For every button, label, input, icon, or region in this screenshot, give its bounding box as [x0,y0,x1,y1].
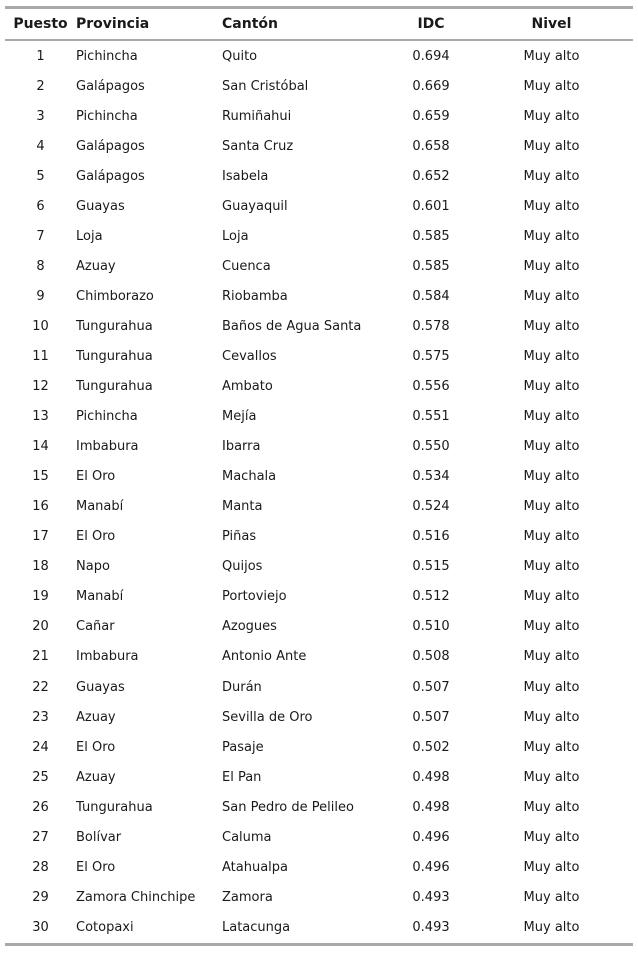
table-row [5,522,633,552]
cell-puesto: 19 [32,589,49,605]
data-table-body [5,41,633,942]
cell-provincia: Azuay [76,709,116,725]
cell-canton: Antonio Ante [222,649,307,665]
cell-puesto: 6 [36,198,45,214]
table-row [5,492,633,522]
table-row [5,402,633,432]
cell-canton: San Pedro de Pelileo [222,799,354,815]
cell-nivel: Muy alto [523,439,580,455]
cell-puesto: 2 [36,78,45,94]
cell-provincia: Napo [76,559,110,575]
cell-canton: Riobamba [222,288,288,304]
cell-idc: 0.516 [412,529,450,545]
cell-canton: El Pan [222,769,262,785]
table-row [5,191,633,221]
cell-provincia: Chimborazo [76,288,154,304]
cell-idc: 0.534 [412,469,450,485]
cell-puesto: 29 [32,889,49,905]
cell-puesto: 3 [36,108,45,124]
cell-provincia: Cotopaxi [76,919,134,935]
cell-puesto: 27 [32,829,49,845]
cell-nivel: Muy alto [523,258,580,274]
cell-idc: 0.575 [412,348,450,364]
cell-canton: Portoviejo [222,589,287,605]
cell-provincia: Guayas [76,679,125,695]
cell-nivel: Muy alto [523,168,580,184]
cell-provincia: Manabí [76,589,124,605]
cell-puesto: 14 [32,439,49,455]
table-row [5,642,633,672]
table-row [5,792,633,822]
ranking-table [5,0,633,946]
cell-provincia: Tungurahua [76,318,153,334]
cell-nivel: Muy alto [523,919,580,935]
table-row [5,251,633,281]
cell-idc: 0.659 [412,108,450,124]
cell-idc: 0.496 [412,829,450,845]
cell-nivel: Muy alto [523,619,580,635]
cell-puesto: 28 [32,859,49,875]
cell-puesto: 15 [32,469,49,485]
table-row [5,131,633,161]
cell-idc: 0.493 [412,889,450,905]
cell-provincia: Pichincha [76,48,138,64]
cell-canton: Pasaje [222,739,264,755]
header-nivel: Nivel [531,16,572,32]
cell-provincia: Guayas [76,198,125,214]
cell-canton: Isabela [222,168,269,184]
cell-puesto: 13 [32,409,49,425]
cell-nivel: Muy alto [523,709,580,725]
table-row [5,612,633,642]
cell-idc: 0.510 [412,619,450,635]
cell-puesto: 11 [32,348,49,364]
cell-nivel: Muy alto [523,348,580,364]
cell-provincia: El Oro [76,529,116,545]
table-row [5,281,633,311]
cell-puesto: 10 [32,318,49,334]
cell-idc: 0.512 [412,589,450,605]
cell-nivel: Muy alto [523,48,580,64]
table-row [5,552,633,582]
table-row [5,462,633,492]
header-puesto: Puesto [13,16,68,32]
cell-nivel: Muy alto [523,228,580,244]
cell-idc: 0.493 [412,919,450,935]
cell-idc: 0.652 [412,168,450,184]
cell-nivel: Muy alto [523,889,580,905]
cell-provincia: Loja [76,228,103,244]
cell-idc: 0.507 [412,679,450,695]
table-row [5,702,633,732]
table-row [5,221,633,251]
header-row [5,9,633,39]
cell-idc: 0.550 [412,439,450,455]
cell-puesto: 7 [36,228,45,244]
cell-provincia: El Oro [76,469,116,485]
cell-idc: 0.578 [412,318,450,334]
cell-nivel: Muy alto [523,108,580,124]
cell-puesto: 5 [36,168,45,184]
cell-nivel: Muy alto [523,769,580,785]
cell-provincia: Cañar [76,619,115,635]
cell-canton: Guayaquil [222,198,288,214]
cell-provincia: El Oro [76,859,116,875]
cell-puesto: 8 [36,258,45,274]
cell-nivel: Muy alto [523,589,580,605]
cell-puesto: 20 [32,619,49,635]
table-row [5,912,633,942]
cell-puesto: 21 [32,649,49,665]
cell-nivel: Muy alto [523,288,580,304]
cell-provincia: Azuay [76,769,116,785]
cell-canton: Durán [222,679,262,695]
table-row [5,372,633,402]
cell-canton: Quito [222,48,258,64]
header-provincia: Provincia [76,16,150,32]
cell-nivel: Muy alto [523,409,580,425]
cell-canton: Piñas [222,529,257,545]
cell-idc: 0.498 [412,769,450,785]
cell-idc: 0.585 [412,228,450,244]
cell-puesto: 22 [32,679,49,695]
cell-idc: 0.585 [412,258,450,274]
cell-idc: 0.556 [412,379,450,395]
cell-idc: 0.507 [412,709,450,725]
cell-provincia: Tungurahua [76,799,153,815]
cell-canton: Zamora [222,889,273,905]
cell-puesto: 25 [32,769,49,785]
cell-nivel: Muy alto [523,379,580,395]
cell-idc: 0.496 [412,859,450,875]
cell-canton: Baños de Agua Santa [222,318,362,334]
cell-canton: Caluma [222,829,272,845]
cell-nivel: Muy alto [523,529,580,545]
table-row [5,732,633,762]
cell-idc: 0.551 [412,409,450,425]
cell-provincia: Imbabura [76,649,139,665]
cell-puesto: 23 [32,709,49,725]
table-row [5,71,633,101]
cell-idc: 0.498 [412,799,450,815]
cell-puesto: 4 [36,138,45,154]
cell-nivel: Muy alto [523,649,580,665]
cell-canton: Latacunga [222,919,291,935]
cell-provincia: Pichincha [76,409,138,425]
cell-puesto: 9 [36,288,45,304]
table-row [5,341,633,371]
cell-nivel: Muy alto [523,138,580,154]
cell-provincia: Azuay [76,258,116,274]
cell-nivel: Muy alto [523,829,580,845]
table-row [5,101,633,131]
cell-nivel: Muy alto [523,679,580,695]
data-table [5,9,633,39]
cell-idc: 0.508 [412,649,450,665]
cell-provincia: Bolívar [76,829,122,845]
cell-nivel: Muy alto [523,318,580,334]
table-body [5,41,633,942]
cell-puesto: 30 [32,919,49,935]
table-row [5,762,633,792]
cell-canton: Cevallos [222,348,277,364]
cell-provincia: El Oro [76,739,116,755]
cell-puesto: 16 [32,499,49,515]
cell-puesto: 17 [32,529,49,545]
cell-idc: 0.584 [412,288,450,304]
table-row [5,582,633,612]
cell-provincia: Tungurahua [76,379,153,395]
table-row [5,672,633,702]
cell-nivel: Muy alto [523,799,580,815]
cell-provincia: Pichincha [76,108,138,124]
table-row [5,432,633,462]
cell-nivel: Muy alto [523,559,580,575]
cell-canton: Loja [222,228,249,244]
cell-canton: Atahualpa [222,859,289,875]
cell-provincia: Tungurahua [76,348,153,364]
cell-canton: San Cristóbal [222,78,309,94]
cell-canton: Machala [222,469,277,485]
cell-nivel: Muy alto [523,859,580,875]
table-row [5,822,633,852]
table-row [5,311,633,341]
cell-nivel: Muy alto [523,78,580,94]
header-canton: Cantón [222,16,278,32]
table-row [5,882,633,912]
cell-puesto: 12 [32,379,49,395]
cell-puesto: 1 [36,48,45,64]
cell-canton: Azogues [222,619,277,635]
cell-provincia: Galápagos [76,138,145,154]
cell-puesto: 26 [32,799,49,815]
cell-provincia: Imbabura [76,439,139,455]
cell-canton: Manta [222,499,263,515]
table-row [5,41,633,71]
cell-idc: 0.694 [412,48,450,64]
cell-canton: Ibarra [222,439,261,455]
cell-canton: Rumiñahui [222,108,292,124]
cell-puesto: 24 [32,739,49,755]
cell-nivel: Muy alto [523,739,580,755]
cell-nivel: Muy alto [523,499,580,515]
cell-canton: Mejía [222,409,257,425]
cell-provincia: Galápagos [76,168,145,184]
cell-puesto: 18 [32,559,49,575]
cell-canton: Quijos [222,559,263,575]
cell-provincia: Zamora Chinchipe [76,889,196,905]
table-row [5,161,633,191]
cell-idc: 0.601 [412,198,450,214]
header-idc: IDC [417,16,445,32]
cell-idc: 0.669 [412,78,450,94]
cell-canton: Sevilla de Oro [222,709,313,725]
bottom-rule [5,943,633,946]
cell-canton: Santa Cruz [222,138,294,154]
cell-idc: 0.658 [412,138,450,154]
cell-provincia: Galápagos [76,78,145,94]
cell-idc: 0.524 [412,499,450,515]
cell-provincia: Manabí [76,499,124,515]
cell-canton: Ambato [222,379,273,395]
table-row [5,852,633,882]
cell-nivel: Muy alto [523,198,580,214]
cell-nivel: Muy alto [523,469,580,485]
cell-canton: Cuenca [222,258,271,274]
cell-idc: 0.515 [412,559,450,575]
cell-idc: 0.502 [412,739,450,755]
